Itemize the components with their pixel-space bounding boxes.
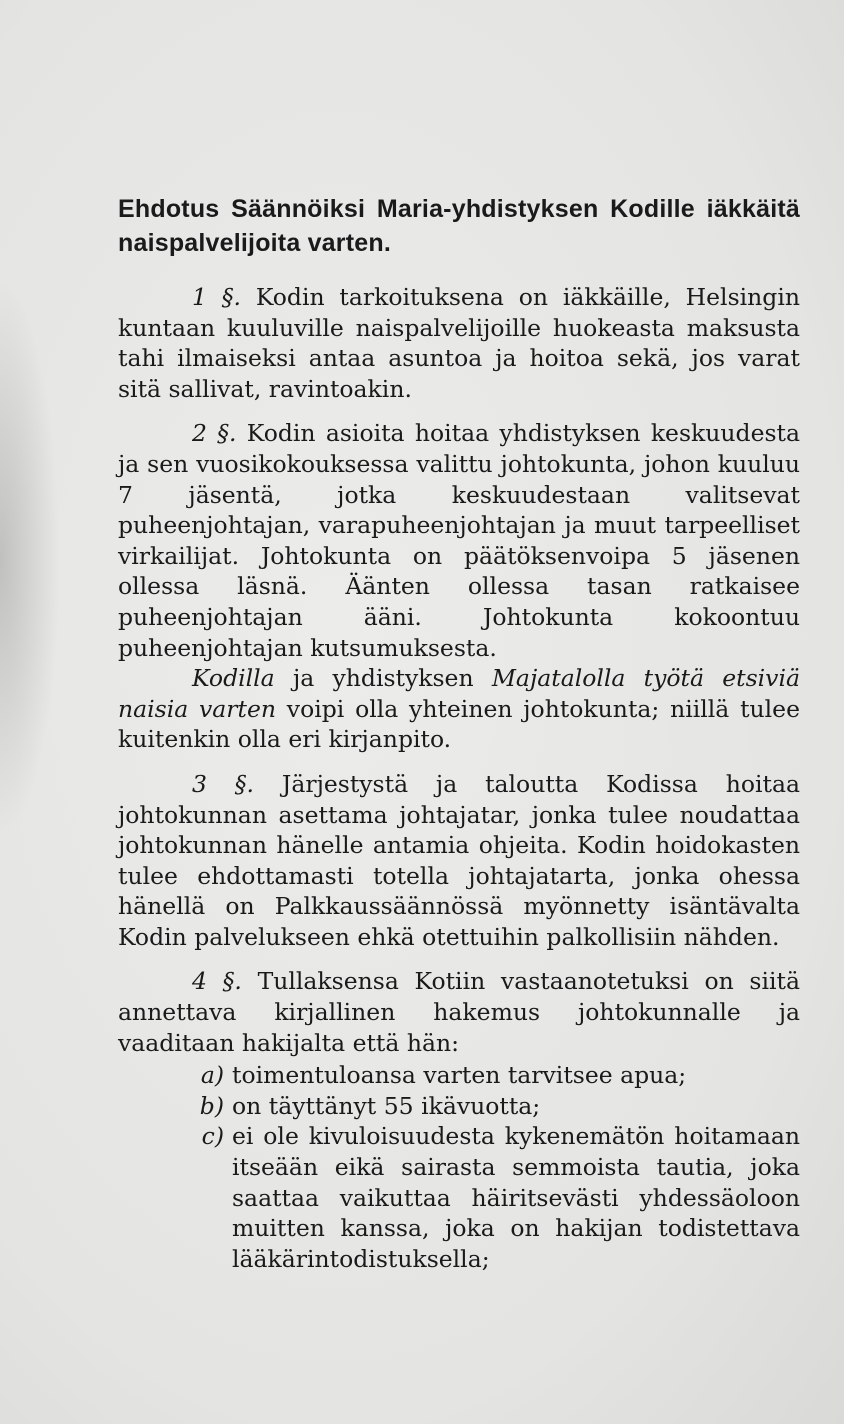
section-4 [118,966,800,1058]
list-item [118,1091,800,1122]
page-shadow [0,280,60,840]
section-2-italic-kodilla: Kodilla [192,664,275,693]
list-item [118,1121,800,1274]
section-3 [118,769,800,953]
section-1-number: 1 §. [192,283,241,311]
list-item-text: on täyttänyt 55 ikävuotta; [232,1091,541,1120]
list-item-label: c) [201,1122,224,1151]
section-2-rest: voipi olla yhteinen johtokunta; niillä tulee kuitenkin olla eri kirjanpito. [118,694,800,754]
section-4-number: 4 §. [192,967,242,996]
list-item-text: toimentuloansa varten tarvitsee apua; [232,1061,687,1090]
document-body [118,192,800,1274]
section-2-extra [118,663,800,755]
section-2-text: Kodin asioita hoitaa yhdistyksen keskuudesta ja sen vuosikokouksessa valittu johtokunta, johon kuuluu 7 jäsentä, jotka keskuudestaan valitsevat puheenjohtajan, varapuheenjohtajan ja muut tarpeelliset virkailijat. Johtokunta on päätöksenvoipa 5 jäsenen ollessa läsnä. Äänten ollessa tasan ratkaisee puheenjohtajan ääni. Johtokunta kokoontuu puheenjohtajan kutsumuksesta. [118,419,800,662]
section-4-list [118,1060,800,1274]
section-3-text: Järjestystä ja taloutta Kodissa hoitaa johtokunnan asettama johtajatar, jonka tulee noudattaa johtokunnan hänelle antamia ohjeita. Kodin hoidokasten tulee ehdottamasti totella johtajatarta, jonka ohessa hänellä on Palkkaussäännössä myönnetty isäntävalta Kodin palvelukseen ehkä otettuihin palkollisiin nähden. [118,769,800,951]
document-title: Ehdotus Säännöiksi Maria-yhdistyksen Kodille iäkkäitä naispalvelijoita varten. [118,195,800,257]
section-2-italic-majatalo: Majatalolla työtä etsiviä naisia varten [118,664,800,723]
list-item-text: ei ole kivuloisuudesta kykenemätön hoitamaan itseään eikä sairasta semmoista tautia, joka saattaa vaikuttaa häiritsevästi yhdessäoloon muitten kanssa, joka on hakijan todistettava lääkärintodistuksella; [232,1122,800,1273]
list-item-label: a) [200,1061,224,1090]
list-item [118,1060,800,1091]
section-2-number: 2 §. [192,419,237,448]
section-4-text: Tullaksensa Kotiin vastaanotetuksi on siitä annettava kirjallinen hakemus johtokunnalle ja vaaditaan hakijalta että hän: [118,967,800,1057]
section-3-number: 3 §. [192,769,255,798]
section-2-mid: ja yhdistyksen [274,664,492,693]
section-1 [118,282,800,404]
section-2 [118,418,800,663]
list-item-label: b) [199,1091,224,1120]
section-1-text: Kodin tarkoituksena on iäkkäille, Helsingin kuntaan kuuluville naispalvelijoille huokeasta maksusta tahi ilmaiseksi antaa asuntoa ja hoitoa sekä, jos varat sitä sallivat, ravintoakin. [118,283,800,403]
